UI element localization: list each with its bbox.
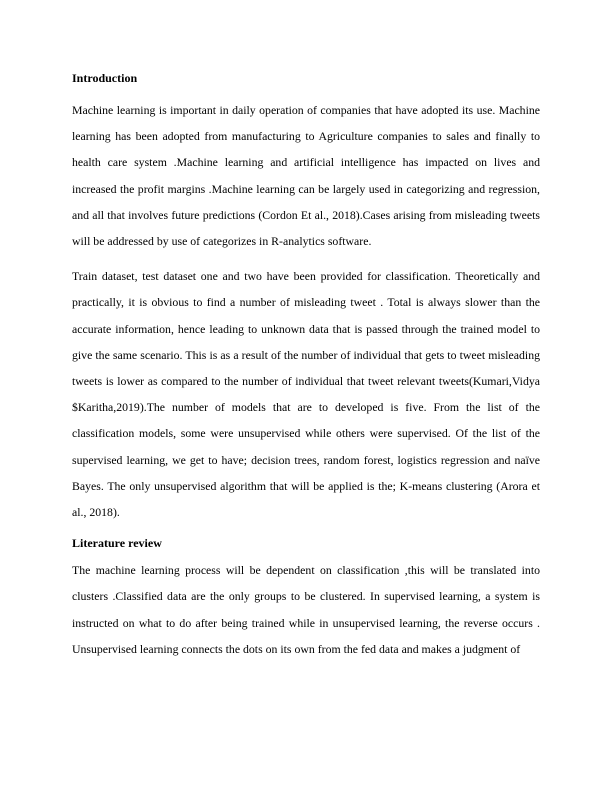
page-content [72, 70, 540, 662]
introduction-heading: Introduction [72, 71, 138, 85]
literature-review-paragraph-1: The machine learning process will be dependent on classification ,this will be translated into clusters .Classified data are the only groups to be clustered. In supervised learning, a system is instructed on what to do after being trained while in unsupervised learning, the reverse occurs . Unsupervised learning connects the dots on its own from the fed data and makes a judgment of [72, 563, 540, 656]
introduction-paragraph-2: Train dataset, test dataset one and two have been provided for classification. Theoretically and practically, it is obvious to find a number of misleading tweet . Total is always slower than the accurate information, hence leading to unknown data that is passed through the trained model to give the same scenario. This is as a result of the number of individual that gets to tweet misleading tweets is lower as compared to the number of individual that tweet relevant tweets(Kumari,Vidya $Karitha,2019).The number of models that are to developed is five. From the list of the classification models, some were unsupervised while others were supervised. Of the list of the supervised learning, we get to have; decision trees, random forest, logistics regression and naïve Bayes. The only unsupervised algorithm that will be applied is the; K-means clustering (Arora et al., 2018). [72, 269, 540, 520]
literature-review-heading: Literature review [72, 536, 162, 551]
introduction-paragraph-1: Machine learning is important in daily operation of companies that have adopted its use. Machine learning has been adopted from manufacturing to Agriculture companies to sales and finally to health care system .Machine learning and artificial intelligence has impacted on lives and increased the profit margins .Machine learning can be largely used in categorizing and regression, and all that involves future predictions (Cordon Et al., 2018).Cases arising from misleading tweets will be addressed by use of categorizes in R-analytics software. [72, 103, 540, 249]
